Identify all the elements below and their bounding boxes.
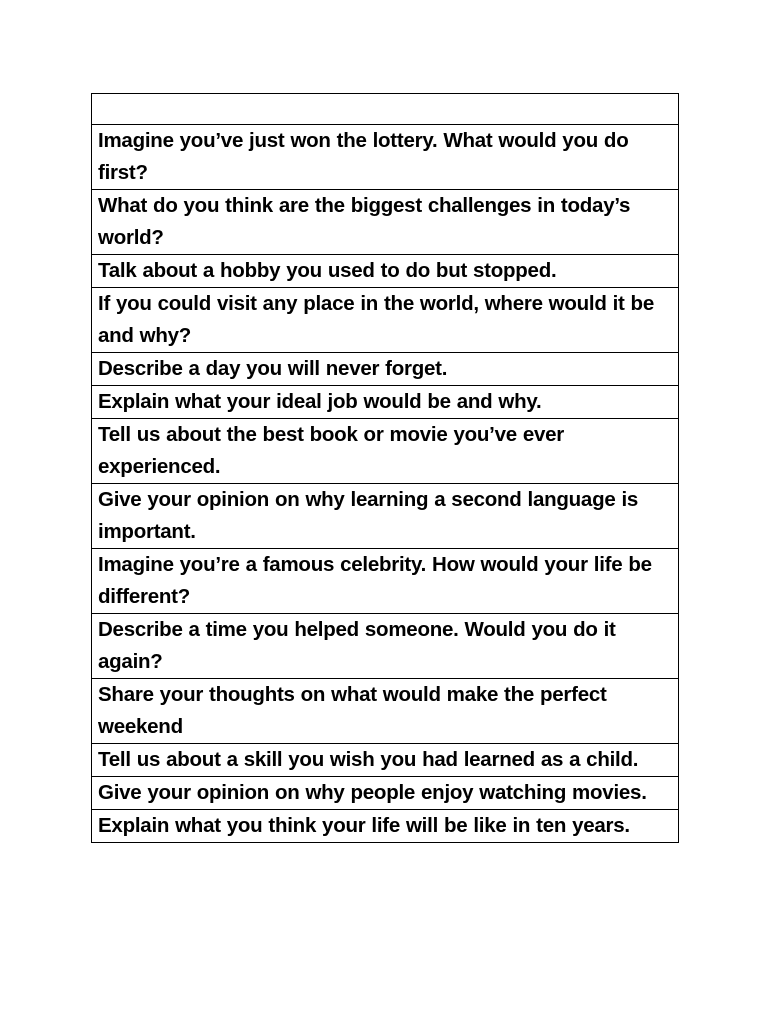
table-row	[92, 549, 679, 614]
table-row	[92, 484, 679, 549]
table-header-row	[92, 94, 679, 125]
table-row	[92, 810, 679, 843]
table-row	[92, 419, 679, 484]
prompt-table	[91, 93, 679, 843]
table-row	[92, 744, 679, 777]
prompt-cell: Share your thoughts on what would make the perfect weekend	[92, 679, 679, 744]
table-row	[92, 777, 679, 810]
table-row	[92, 614, 679, 679]
prompt-cell: Explain what your ideal job would be and why.	[92, 386, 679, 419]
prompt-cell: Give your opinion on why people enjoy watching movies.	[92, 777, 679, 810]
table-row	[92, 255, 679, 288]
prompt-cell: Imagine you’re a famous celebrity. How would your life be different?	[92, 549, 679, 614]
table-row	[92, 386, 679, 419]
table-row	[92, 679, 679, 744]
header-cell	[92, 94, 679, 125]
prompt-cell: Describe a day you will never forget.	[92, 353, 679, 386]
prompt-cell: If you could visit any place in the world, where would it be and why?	[92, 288, 679, 353]
prompt-cell: Imagine you’ve just won the lottery. What would you do first?	[92, 125, 679, 190]
prompt-cell: Tell us about the best book or movie you’ve ever experienced.	[92, 419, 679, 484]
table-row	[92, 288, 679, 353]
prompt-cell: Tell us about a skill you wish you had learned as a child.	[92, 744, 679, 777]
prompt-cell: Give your opinion on why learning a second language is important.	[92, 484, 679, 549]
prompt-cell: Describe a time you helped someone. Would you do it again?	[92, 614, 679, 679]
prompt-cell: What do you think are the biggest challenges in today’s world?	[92, 190, 679, 255]
table-row	[92, 125, 679, 190]
prompt-cell: Talk about a hobby you used to do but stopped.	[92, 255, 679, 288]
table-row	[92, 353, 679, 386]
prompt-cell: Explain what you think your life will be like in ten years.	[92, 810, 679, 843]
table-row	[92, 190, 679, 255]
